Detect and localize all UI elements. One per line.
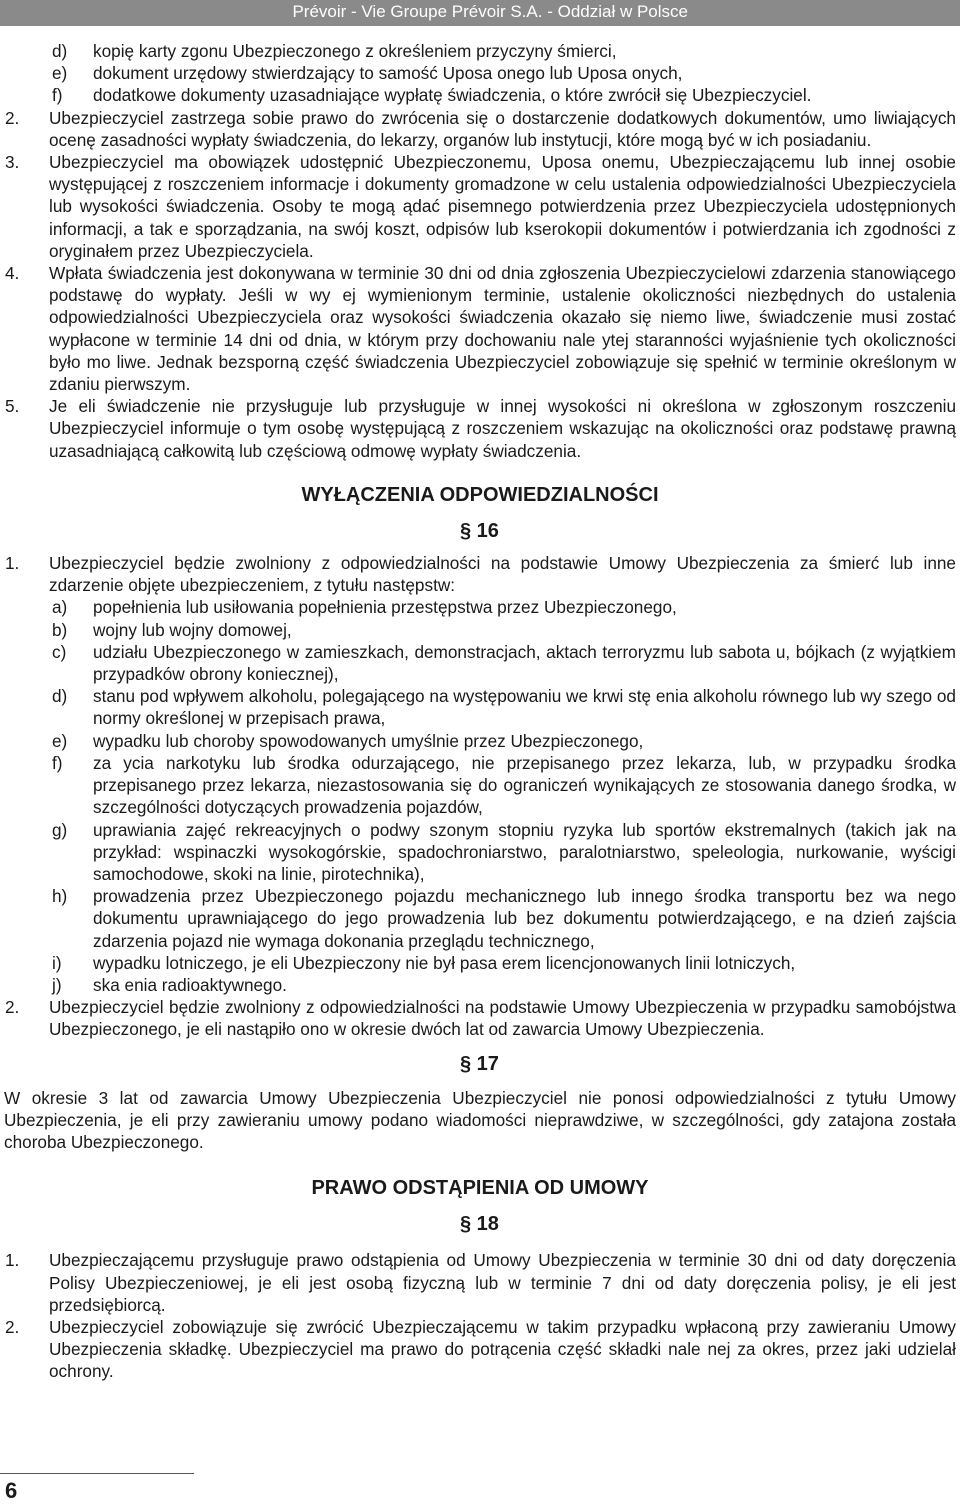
clause-number: 2. [5,1316,20,1337]
list-item-d [0,40,960,62]
exclusion-j [0,974,960,996]
clause-2 [0,107,960,151]
clause-number: 2. [5,997,20,1018]
exclusion-b [0,619,960,641]
clause-18-2 [0,1316,960,1383]
clause-text: Ubezpieczyciel ma obowiązek udostępnić Ubezpieczonemu, Uposa onemu, Ubezpieczającemu lub innej osobie występującej z roszczeniem informacje i dokumenty gromadzone w celu ustalenia odpowiedzialności Ubezpieczyciela lub wysokości świadczenia. Osoby te mogą ądać pisemnego potwierdzenia przez Ubezpieczyciela udostępnionych informacji, a tak e sporządzania, na swój koszt, odpisów lub kserokopii dokumentów i potwierdzania ich zgodności z oryginałem przez Ubezpieczyciela. [49,152,956,261]
list-item-text: uprawiania zajęć rekreacyjnych o podwy szonym stopniu ryzyka lub sportów ekstremalnych (takich jak na przykład: wspinaczki wysokogórskie, spadochroniarstwo, paralotniarstwo, speleologia, nurkowanie, wyścigi samochodowe, skoki na linie, pirotechnika), [93,819,956,884]
section-16-label: § 16 [460,520,499,543]
clause-3 [0,151,960,262]
list-item-text: wypadku lub choroby spowodowanych umyślnie przez Ubezpieczonego, [93,730,644,751]
section-17-marker [0,1053,960,1083]
list-marker: g) [52,819,68,840]
clause-text: Je eli świadczenie nie przysługuje lub przysługuje w innej wysokości ni określona w zgłoszonym roszczeniu Ubezpieczyciel informuje o tym osobę występującą z roszczeniem wskazując na okoliczności oraz podstawę prawną uzasadniającą całkowitą lub częściową odmowę wypłaty świadczenia. [49,396,956,461]
section-16-marker [0,520,960,550]
list-item-f [0,84,960,106]
list-item-e [0,62,960,84]
list-item-text: kopię karty zgonu Ubezpieczonego z określeniem przyczyny śmierci, [93,41,617,61]
heading-exclusions: WYŁĄCZENIA ODPOWIEDZIALNOŚCI [301,483,659,506]
clause-16-1 [0,552,960,596]
exclusion-i [0,952,960,974]
list-marker: e) [52,730,68,751]
header-title: Prévoir - Vie Groupe Prévoir S.A. - Oddział w Polsce [292,2,688,21]
clause-text: Ubezpieczyciel zobowiązuje się zwrócić Ubezpieczającemu w takim przypadku wpłaconą przy zawieraniu Umowy Ubezpieczenia składkę. Ubezpieczyciel ma prawo do potrącenia część składki nale nej za okres, przez jaki udzielał ochrony. [49,1316,956,1382]
clause-number: 3. [5,152,20,173]
clause-4 [0,262,960,395]
list-marker: b) [52,619,68,640]
clause-5 [0,395,960,462]
clause-text: Wpłata świadczenia jest dokonywana w terminie 30 dni od dnia zgłoszenia Ubezpieczycielowi zdarzenia stanowiącego podstawę do wypłaty. Jeśli w wy ej wymienionym terminie, ustalenie okoliczności niezbędnych do ustalenia odpowiedzialności Ubezpieczyciela oraz wysokości świadczenia okazało się niemo liwe, świadczenie musi zostać wypłacone w terminie 14 dni od dnia, w którym przy dochowaniu nale ytej staranności wyjaśnienie tych okoliczności było mo liwe. Jednak bezsporną część świadczenia Ubezpieczyciel zobowiązuje się spełnić w terminie określonym w zdaniu pierwszym. [49,263,956,395]
list-marker: f) [52,752,63,773]
footer-rule [0,1473,194,1474]
clause-number: 2. [5,107,20,128]
clause-18-1 [0,1249,960,1316]
section-18-label: § 18 [460,1213,499,1236]
clause-number: 5. [5,396,20,417]
exclusion-d [0,685,960,729]
list-item-text: dokument urzędowy stwierdzający to samość Uposa onego lub Uposa onych, [93,63,683,84]
clause-16-2 [0,996,960,1040]
exclusion-h [0,885,960,952]
exclusion-a [0,596,960,618]
list-marker: h) [52,886,68,907]
list-item-text: popełnienia lub usiłowania popełnienia przestępstwa przez Ubezpieczonego, [93,597,677,618]
exclusion-e [0,730,960,752]
clause-text: Ubezpieczyciel będzie zwolniony z odpowiedzialności na podstawie Umowy Ubezpieczenia w przypadku samobójstwa Ubezpieczonego, je eli nastąpiło ono w okresie dwóch lat od zawarcia Umowy Ubezpieczenia. [49,997,956,1040]
list-marker: a) [52,597,68,618]
page-number: 6 [5,1478,18,1503]
exclusion-c [0,641,960,685]
section-18-marker [0,1213,960,1243]
clause-number: 1. [5,1250,20,1271]
clause-text: Ubezpieczyciel będzie zwolniony z odpowiedzialności na podstawie Umowy Ubezpieczenia za śmierć lub inne zdarzenie objęte ubezpieczeniem, z tytułu następstw: [49,553,956,596]
section-17-label: § 17 [460,1052,499,1075]
document-body [0,40,960,1383]
list-marker: d) [52,41,68,61]
list-item-text: wojny lub wojny domowej, [93,619,292,640]
heading-withdrawal: PRAWO ODSTĄPIENIA OD UMOWY [311,1177,649,1200]
list-marker: d) [52,686,68,707]
list-marker: c) [52,641,67,662]
list-item-text: ska enia radioaktywnego. [93,974,287,995]
list-marker: j) [52,974,62,995]
clause-text: Ubezpieczającemu przysługuje prawo odstąpienia od Umowy Ubezpieczenia w terminie 30 dni od daty doręczenia Polisy Ubezpieczeniowej, je eli jest osobą fizyczną lub w terminie 7 dni od daty doręczenia polisy, je eli jest przedsiębiorcą. [49,1250,956,1315]
list-item-text: za ycia narkotyku lub środka odurzającego, nie przepisanego przez lekarza, lub, w przypadku środka przepisanego przez lekarza, niezastosowania się do ograniczeń wynikających ze stosowania danego środka, w szczególności dotyczących prowadzenia pojazdów, [93,752,956,818]
clause-number: 1. [5,553,20,574]
list-marker: e) [52,63,68,84]
list-item-text: dodatkowe dokumenty uzasadniające wypłatę świadczenia, o które zwrócił się Ubezpieczyciel. [93,85,812,106]
list-marker: f) [52,85,63,106]
list-item-text: wypadku lotniczego, je eli Ubezpieczony nie był pasa erem licencjonowanych linii lotniczych, [93,952,796,973]
page-header [0,0,960,26]
exclusion-f [0,752,960,819]
exclusion-g [0,819,960,886]
clause-text: Ubezpieczyciel zastrzega sobie prawo do zwrócenia się o dostarczenie dodatkowych dokumentów, umo liwiających ocenę zasadności wypłaty świadczenia, do lekarzy, organów lub instytucji, które mogą być w ich posiadaniu. [49,107,956,150]
list-item-text: stanu pod wpływem alkoholu, polegającego na występowaniu we krwi stę enia alkoholu równego lub wy szego od normy określonej w przepisach prawa, [93,686,956,729]
list-item-text: udziału Ubezpieczonego w zamieszkach, demonstracjach, aktach terroryzmu lub sabota u, bójkach (z wyjątkiem przypadków obrony koniecznej), [93,641,956,685]
list-marker: i) [52,952,62,973]
clause-number: 4. [5,263,20,284]
list-item-text: prowadzenia przez Ubezpieczonego pojazdu mechanicznego lub innego środka transportu bez wa nego dokumentu uprawniającego do jego prowadzenia lub bez dokumentu potwierdzającego, e na dzień zajścia zdarzenia pojazd nie wymaga dokonania przeglądu technicznego, [93,886,956,951]
paragraph-17: W okresie 3 lat od zawarcia Umowy Ubezpieczenia Ubezpieczyciel nie ponosi odpowiedzialności z tytułu Umowy Ubezpieczenia, je eli przy zawieraniu umowy podano wiadomości nieprawdziwe, w szczególności, gdy zatajona została choroba Ubezpieczonego. [4,1087,956,1152]
